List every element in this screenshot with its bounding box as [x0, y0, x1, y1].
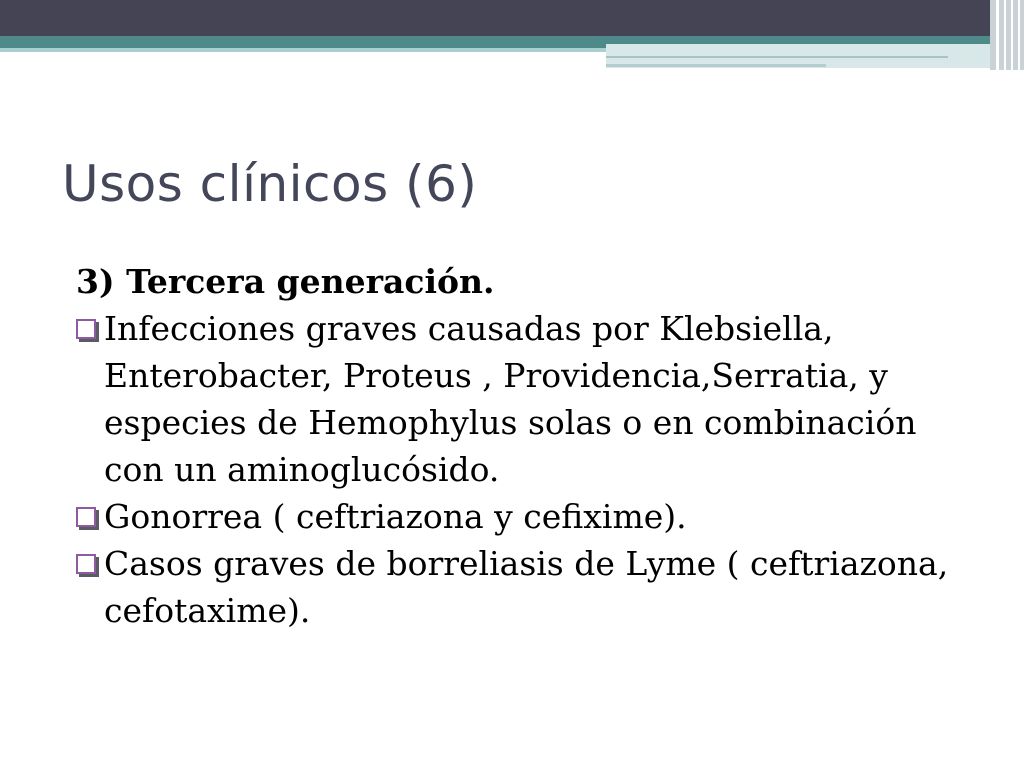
hollow-square-bullet-icon [76, 319, 96, 339]
slide-body [70, 258, 970, 634]
bullet-text: Infecciones graves causadas por Klebsiella, Enterobacter, Proteus , Providencia,Serratia, y especies de Hemophylus solas o en combinación con un aminoglucósido. [104, 309, 917, 489]
header-dark-band [0, 0, 1024, 36]
header-right-stripe [1018, 0, 1020, 70]
header-right-stripe [1011, 0, 1013, 70]
bullet-text: Gonorrea ( ceftriazona y cefixime). [104, 497, 687, 536]
header-right-stripe [996, 0, 999, 70]
bullet-item [70, 305, 970, 493]
bullet-item [70, 493, 970, 540]
bullet-item [70, 540, 970, 634]
hollow-square-bullet-icon [76, 507, 96, 527]
subheading: 3) Tercera generación. [76, 262, 495, 301]
header-step-line [606, 56, 948, 58]
bullet-text: Casos graves de borreliasis de Lyme ( ceftriazona, cefotaxime). [104, 544, 949, 630]
header-right-stripe [1004, 0, 1006, 70]
hollow-square-bullet-icon [76, 554, 96, 574]
header-step-line [606, 64, 826, 67]
slide-title: Usos clínicos (6) [62, 155, 478, 213]
header-light-band [0, 48, 608, 52]
bullet-list [70, 305, 970, 634]
